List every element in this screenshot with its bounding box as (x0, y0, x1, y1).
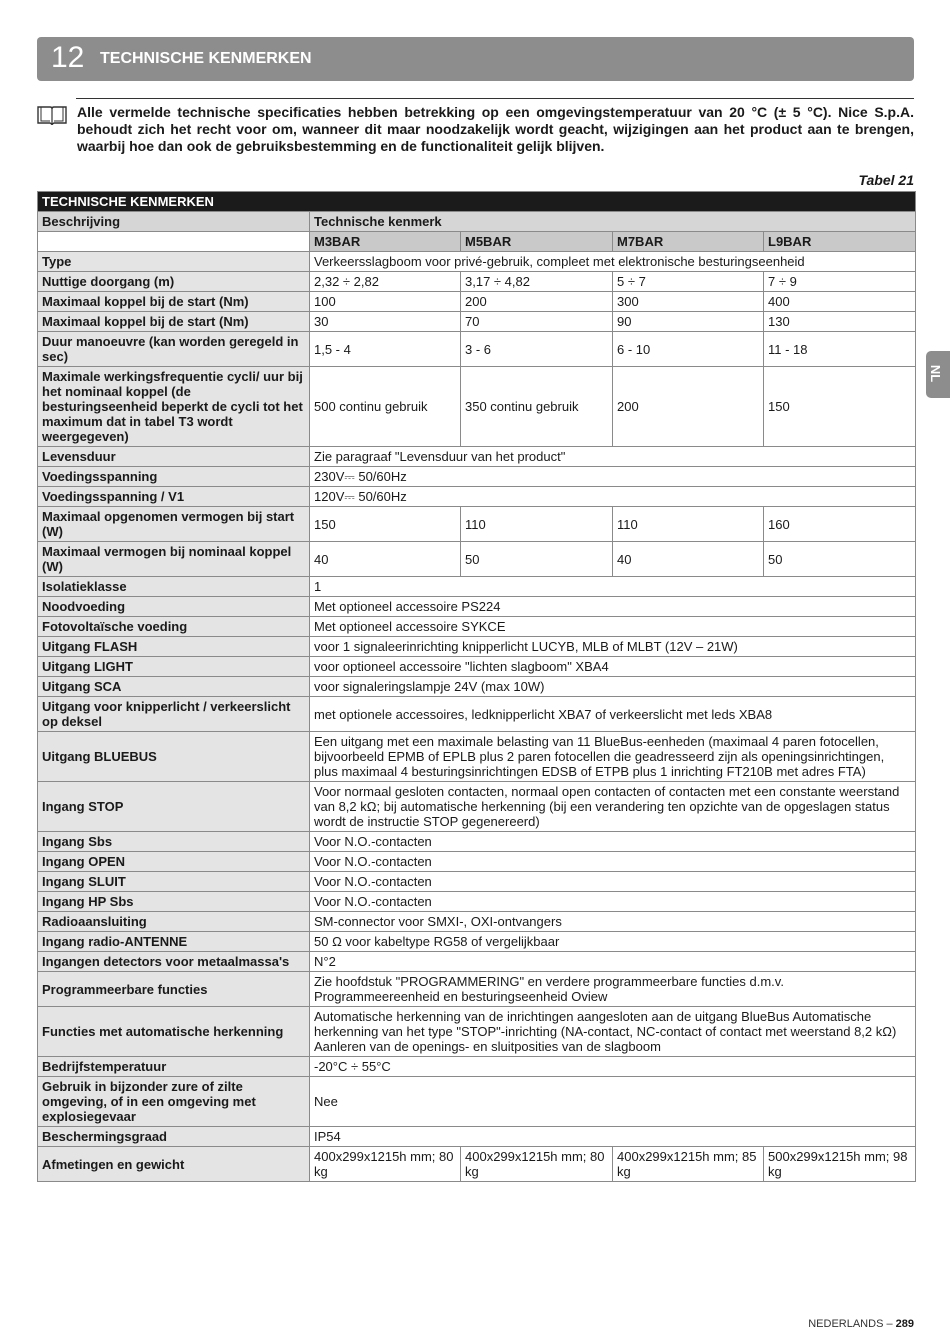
row-label: Afmetingen en gewicht (38, 1147, 310, 1182)
table-row (38, 617, 916, 637)
row-value: 40 (613, 542, 764, 577)
row-label: Ingang STOP (38, 782, 310, 832)
table-row (38, 1077, 916, 1127)
table-row (38, 637, 916, 657)
table-row (38, 542, 916, 577)
row-label: Fotovoltaïsche voeding (38, 617, 310, 637)
table-row (38, 467, 916, 487)
row-label: Ingang Sbs (38, 832, 310, 852)
row-value: 100 (310, 292, 461, 312)
table-row (38, 447, 916, 467)
row-label: Ingang OPEN (38, 852, 310, 872)
row-label: Uitgang LIGHT (38, 657, 310, 677)
row-value: voor optioneel accessoire "lichten slagboom" XBA4 (310, 657, 916, 677)
row-label: Beschermingsgraad (38, 1127, 310, 1147)
section-number: 12 (51, 41, 85, 74)
table-row (38, 912, 916, 932)
row-label: Bedrijfstemperatuur (38, 1057, 310, 1077)
row-value: 3 - 6 (461, 332, 613, 367)
row-label: Programmeerbare functies (38, 972, 310, 1007)
row-value: 400x299x1215h mm; 85 kg (613, 1147, 764, 1182)
row-value: 50 Ω voor kabeltype RG58 of vergelijkbaar (310, 932, 916, 952)
row-value: 40 (310, 542, 461, 577)
note-divider (76, 98, 914, 99)
table-row (38, 1127, 916, 1147)
row-value: met optionele accessoires, ledknipperlicht XBA7 of verkeerslicht met leds XBA8 (310, 697, 916, 732)
row-value: Voor N.O.-contacten (310, 832, 916, 852)
row-value: 150 (764, 367, 916, 447)
row-value: 110 (461, 507, 613, 542)
section-title: TECHNISCHE KENMERKEN (100, 50, 312, 67)
row-label: Uitgang voor knipperlicht / verkeerslicht op deksel (38, 697, 310, 732)
table-row (38, 332, 916, 367)
table-row (38, 952, 916, 972)
row-value: 1,5 - 4 (310, 332, 461, 367)
row-value: Automatische herkenning van de inrichtingen aangesloten aan de uitgang BlueBus Automatische herkenning van het type "STOP"-inrichting (NA-contact, NC-contact of contact met weerstand 8,2 kΩ) Aanleren van de openings- en sluitposities van de slagboom (310, 1007, 916, 1057)
row-label: Noodvoeding (38, 597, 310, 617)
row-value: 2,32 ÷ 2,82 (310, 272, 461, 292)
model-header: M5BAR (461, 232, 613, 252)
row-label: Voedingsspanning / V1 (38, 487, 310, 507)
table-row (38, 972, 916, 1007)
row-value: 500 continu gebruik (310, 367, 461, 447)
book-icon (36, 104, 68, 126)
row-label: Ingangen detectors voor metaalmassa's (38, 952, 310, 972)
model-header: M3BAR (310, 232, 461, 252)
row-value: 230V⎓ 50/60Hz (310, 467, 916, 487)
row-label: Voedingsspanning (38, 467, 310, 487)
table-row (38, 782, 916, 832)
row-value: Zie hoofdstuk "PROGRAMMERING" en verdere programmeerbare functies d.m.v. Programmeereenheid en besturingseenheid Oview (310, 972, 916, 1007)
row-value: 90 (613, 312, 764, 332)
row-value: SM-connector voor SMXI-, OXI-ontvangers (310, 912, 916, 932)
row-value: Voor N.O.-contacten (310, 872, 916, 892)
row-value: 70 (461, 312, 613, 332)
row-value: Een uitgang met een maximale belasting van 11 BlueBus-eenheden (maximaal 4 paren fotocellen, bijvoorbeeld EPMB of EPLB plus 2 paren fotocellen die geadresseerd zijn als openingsinrichtingen, plus maximaal 4 besturingsinrichtingen EDSB of ETPB plus 1 inrichting FT210B met adres FTA) (310, 732, 916, 782)
table-row (38, 1147, 916, 1182)
table-row (38, 657, 916, 677)
row-label: Uitgang FLASH (38, 637, 310, 657)
row-value: Nee (310, 1077, 916, 1127)
table-row (38, 292, 916, 312)
row-label: Maximaal koppel bij de start (Nm) (38, 312, 310, 332)
table-row (38, 677, 916, 697)
row-value: voor 1 signaleerinrichting knipperlicht LUCYB, MLB of MLBT (12V – 21W) (310, 637, 916, 657)
row-value: N°2 (310, 952, 916, 972)
row-value: 110 (613, 507, 764, 542)
row-label: Ingang SLUIT (38, 872, 310, 892)
model-header: L9BAR (764, 232, 916, 252)
row-value: 200 (461, 292, 613, 312)
footer-language: NEDERLANDS – (808, 1318, 896, 1330)
row-value: 400x299x1215h mm; 80 kg (461, 1147, 613, 1182)
table-row (38, 597, 916, 617)
row-value: 400x299x1215h mm; 80 kg (310, 1147, 461, 1182)
row-label: Uitgang SCA (38, 677, 310, 697)
row-label: Radioaansluiting (38, 912, 310, 932)
row-value: 200 (613, 367, 764, 447)
table-title: TECHNISCHE KENMERKEN (38, 192, 916, 212)
column-header-row (38, 212, 916, 232)
row-label: Isolatieklasse (38, 577, 310, 597)
table-row (38, 312, 916, 332)
row-label: Nuttige doorgang (m) (38, 272, 310, 292)
table-row (38, 932, 916, 952)
row-value: -20°C ÷ 55°C (310, 1057, 916, 1077)
row-label: Maximaal koppel bij de start (Nm) (38, 292, 310, 312)
spec-table (37, 191, 916, 1182)
table-row (38, 1007, 916, 1057)
row-value: 130 (764, 312, 916, 332)
row-label: Duur manoeuvre (kan worden geregeld in sec) (38, 332, 310, 367)
row-value: 30 (310, 312, 461, 332)
row-label: Gebruik in bijzonder zure of zilte omgeving, of in een omgeving met explosiegevaar (38, 1077, 310, 1127)
table-row (38, 272, 916, 292)
table-row (38, 252, 916, 272)
row-value: Voor N.O.-contacten (310, 852, 916, 872)
row-value: 150 (310, 507, 461, 542)
row-value: 120V⎓ 50/60Hz (310, 487, 916, 507)
row-label: Ingang HP Sbs (38, 892, 310, 912)
page-footer (808, 1318, 914, 1330)
row-value: 50 (764, 542, 916, 577)
row-value: 1 (310, 577, 916, 597)
row-value: voor signaleringslampje 24V (max 10W) (310, 677, 916, 697)
col-spec-header: Technische kenmerk (310, 212, 916, 232)
row-label: Functies met automatische herkenning (38, 1007, 310, 1057)
row-value: Voor N.O.-contacten (310, 892, 916, 912)
table-row (38, 832, 916, 852)
model-header-blank (38, 232, 310, 252)
row-value: 400 (764, 292, 916, 312)
row-label: Maximaal vermogen bij nominaal koppel (W) (38, 542, 310, 577)
language-tab (926, 351, 950, 398)
language-tab-label: NL (928, 364, 944, 383)
row-label: Maximaal opgenomen vermogen bij start (W) (38, 507, 310, 542)
row-label: Levensduur (38, 447, 310, 467)
table-row (38, 697, 916, 732)
row-value: 11 - 18 (764, 332, 916, 367)
table-row (38, 872, 916, 892)
row-value: 50 (461, 542, 613, 577)
table-row (38, 1057, 916, 1077)
row-value: 3,17 ÷ 4,82 (461, 272, 613, 292)
table-row (38, 892, 916, 912)
row-value: 350 continu gebruik (461, 367, 613, 447)
row-value: Zie paragraaf "Levensduur van het product" (310, 447, 916, 467)
table-row (38, 507, 916, 542)
table-row (38, 732, 916, 782)
row-value: Voor normaal gesloten contacten, normaal open contacten of contacten met een constante weerstand van 8,2 kΩ; bij automatische herkenning (bij een verandering ten opzichte van de opgeslagen status wordt de instructie STOP gegenereerd) (310, 782, 916, 832)
col-description-header: Beschrijving (38, 212, 310, 232)
row-value: IP54 (310, 1127, 916, 1147)
row-value: 500x299x1215h mm; 98 kg (764, 1147, 916, 1182)
row-value: 6 - 10 (613, 332, 764, 367)
row-value: Verkeersslagboom voor privé-gebruik, compleet met elektronische besturingseenheid (310, 252, 916, 272)
table-row (38, 367, 916, 447)
table-row (38, 487, 916, 507)
row-label: Ingang radio-ANTENNE (38, 932, 310, 952)
row-value: 7 ÷ 9 (764, 272, 916, 292)
row-value: Met optioneel accessoire PS224 (310, 597, 916, 617)
row-value: 160 (764, 507, 916, 542)
table-row (38, 577, 916, 597)
row-value: 300 (613, 292, 764, 312)
spec-note: Alle vermelde technische specificaties hebben betrekking op een omgevingstemperatuur van 20 °C (± 5 °C). Nice S.p.A. behoudt zich het recht voor om, wanneer dit maar noodzakelijk wordt geacht, wijzigingen aan het product aan te brengen, waarbij hoe dan ook de gebruiksbestemming en de functionaliteit gelijk blijven. (77, 104, 914, 154)
row-value: Met optioneel accessoire SYKCE (310, 617, 916, 637)
row-label: Uitgang BLUEBUS (38, 732, 310, 782)
table-title-row (38, 192, 916, 212)
model-header: M7BAR (613, 232, 764, 252)
model-header-row (38, 232, 916, 252)
page-number: 289 (895, 1318, 914, 1330)
row-label: Maximale werkingsfrequentie cycli/ uur bij het nominaal koppel (de besturingseenheid beperkt de cycli tot het maximum dat in tabel T3 wordt weergegeven) (38, 367, 310, 447)
row-value: 5 ÷ 7 (613, 272, 764, 292)
table-row (38, 852, 916, 872)
table-label: Tabel 21 (858, 172, 914, 188)
section-header (37, 37, 914, 81)
row-label: Type (38, 252, 310, 272)
